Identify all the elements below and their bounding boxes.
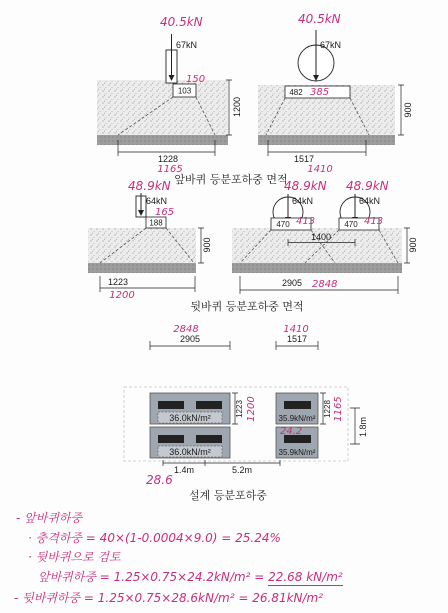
tandem-wheel-2 [339,179,389,230]
wheel-load-note: 48.9kN [128,179,171,193]
note-rear-check: · 뒷바퀴으로 검토 [28,550,121,564]
spread-width-label: 1517 [293,154,315,164]
contact-width-label: 470 [276,220,290,229]
rear-load-block-top [150,393,230,424]
contact-width-label: 103 [177,86,192,96]
contact-width-note: 413 [364,216,384,227]
depth-label: 1200 [232,96,242,118]
rear-result-value: 26.81kN/m² [252,591,324,605]
tire-footprint [158,435,184,443]
spread-width-note: 1410 [307,164,333,175]
depth-label: 900 [408,237,418,253]
contact-width-note: 165 [155,207,175,218]
rear-width-label: 2905 [179,334,201,344]
axle-spacing-label: 1400 [310,232,332,242]
spread-width-label: 1223 [107,277,129,287]
base-layer [258,135,395,145]
wheel-load-label: 64kN [146,196,168,206]
wheel-load-label: 67kN [176,40,198,50]
rear-load-block-bottom [150,427,230,458]
tire-footprint [196,435,222,443]
wheel-load-label: 64kN [292,196,314,206]
design-load-plan [124,324,368,487]
pressure-label: 35.9kN/m² [278,414,316,423]
front-formula-text: 앞바퀴하중 = 1.25×0.75×24.2kN/m² = [38,570,269,584]
contact-width-label: 482 [289,88,303,97]
soil-layer [97,80,228,135]
wheel-load-note: 48.9kN [346,179,389,193]
front-width-note: 1410 [283,324,309,335]
rear-pressure-note: 28.6 [146,473,173,487]
front-wheel-caption: 앞바퀴 등분포하중 면적 [174,173,288,186]
rear-length-label: 1223 [235,400,244,418]
depth-label: 900 [403,102,413,118]
rear-tandem-diagram [232,179,418,294]
front-pressure-note: 24.2 [280,426,303,437]
note-front-load-formula [38,569,343,585]
design-load-caption: 설계 등분포하중 [189,489,267,502]
note-impact-load: · 충격하중 = 40×(1-0.0004×9.0) = 25.24% [28,531,281,545]
spread-width-label: 2905 [281,278,303,288]
note-rear-load-formula [14,590,323,606]
contact-width-label: 470 [344,220,358,229]
front-result-value: 22.68 kN/m² [268,570,343,584]
front-single-wheel-diagram [97,15,242,175]
tire-footprint [196,401,222,409]
axle-spacing-label: 1.8m [358,416,368,438]
tandem-wheel-1 [271,179,327,230]
base-layer [232,263,402,273]
wheel-load-note: 48.9kN [284,179,327,193]
note-front-heading: - 앞바퀴하중 [16,511,83,525]
contact-width-label: 188 [149,218,163,228]
rear-length-note: 1200 [246,396,257,422]
wheel-load-note: 40.5kN [298,12,341,26]
front-length-label: 1228 [323,400,332,418]
base-layer [97,135,228,145]
front-tire-diagram [258,12,413,175]
pressure-label: 36.0kN/m² [169,413,211,423]
pressure-label: 35.9kN/m² [278,448,316,457]
tire-footprint [284,401,311,409]
depth-label: 900 [202,237,212,253]
rear-single-wheel-diagram [88,179,212,301]
rear-formula-text: - 뒷바퀴하중 = 1.25×0.75×28.6kN/m² = [14,591,253,605]
spread-width-note: 1200 [109,290,135,301]
wheel-load-label: 67kN [320,40,342,50]
spacing-2-label: 5.2m [231,465,253,475]
spread-width-note: 2848 [312,279,338,290]
tire-footprint [158,401,184,409]
wheel-load-label: 64kN [359,196,381,206]
spread-width-label: 1228 [157,154,179,164]
front-length-note: 1165 [333,396,344,422]
pressure-label: 36.0kN/m² [169,447,211,457]
wheel-load-note: 40.5kN [160,15,203,29]
spread-width-note: 1165 [157,164,183,175]
rear-width-note: 2848 [173,324,199,335]
rear-wheel-caption: 뒷바퀴 등분포하중 면적 [190,300,304,313]
front-width-label: 1517 [286,334,308,344]
contact-width-note: 385 [310,87,330,98]
contact-width-note: 413 [296,216,316,227]
front-load-block-top [276,393,318,424]
contact-width-note: 150 [186,74,206,85]
base-layer [88,263,196,273]
spacing-1-label: 1.4m [173,465,195,475]
